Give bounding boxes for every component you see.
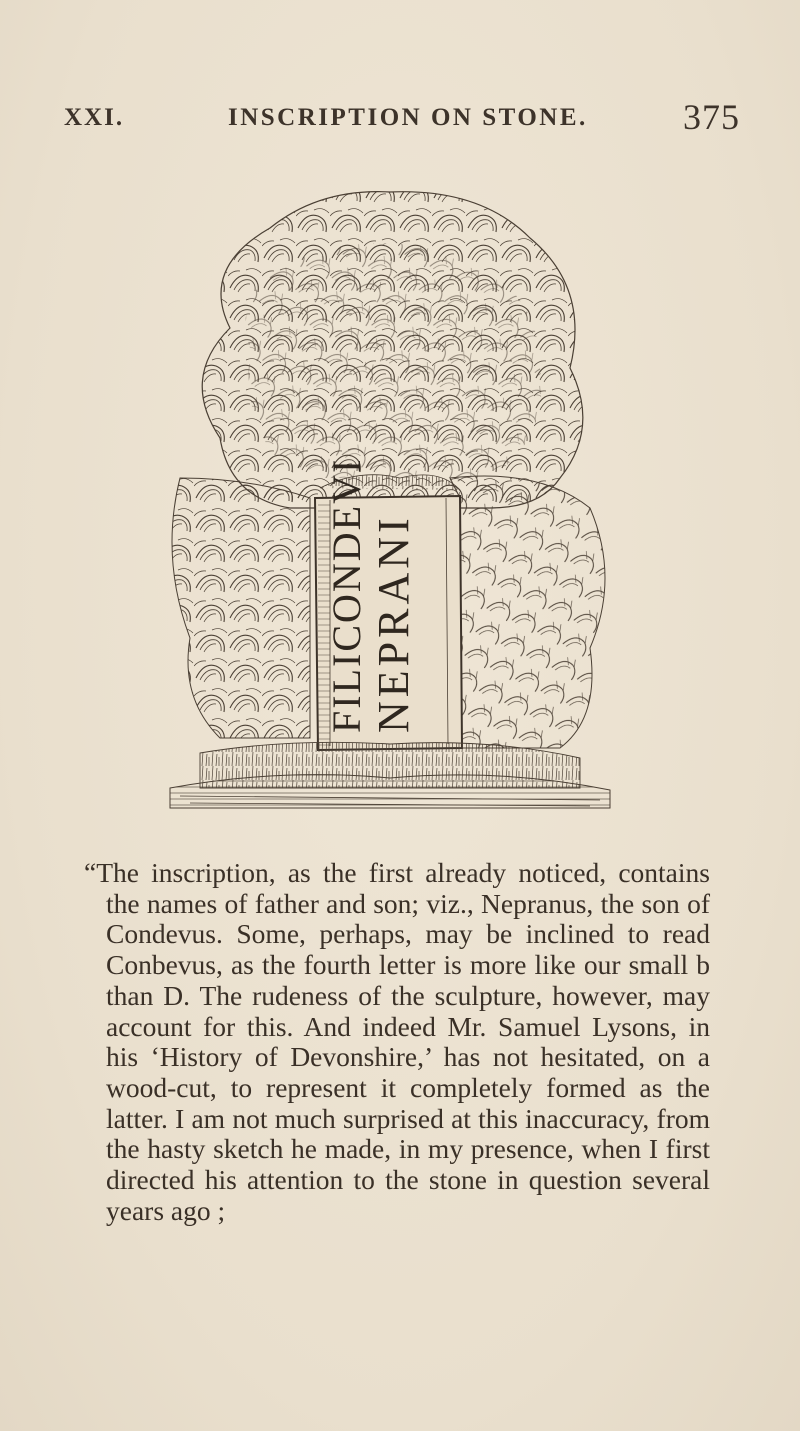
foliage-inner bbox=[246, 243, 542, 478]
running-head bbox=[64, 97, 740, 144]
inscription-line-1 bbox=[369, 514, 418, 733]
body-text bbox=[84, 857, 710, 1226]
grass-base bbox=[200, 742, 580, 788]
inscription-text-1: NEPRANI bbox=[369, 514, 418, 733]
foliage-left bbox=[172, 478, 310, 738]
body-paragraph: “The inscription, as the first already noticed, contains the names of father and son; viz., Nepranus, the son of Condevus. Some, perhaps, may be inclined to read Conbevus, as the fourth letter is more like our small b than D. The rudeness of the sculpture, however, may account for this. And indeed Mr. Samuel Lysons, in his ‘History of Devonshire,’ has not hesitated, on a wood-cut, to represent it completely formed as the latter. I am not much surprised at this inaccuracy, from the hasty sketch he made, in my presence, when I first directed his attention to the stone in question several years ago ; bbox=[84, 857, 710, 1226]
running-title: INSCRIPTION ON STONE. bbox=[228, 104, 588, 131]
chapter-number: XXI. bbox=[64, 104, 125, 131]
inscription-line-2 bbox=[324, 458, 369, 733]
foliage-right bbox=[450, 476, 605, 748]
stone-engraving bbox=[160, 178, 620, 838]
page-number: 375 bbox=[683, 97, 740, 137]
inscribed-stone-illustration bbox=[160, 178, 620, 838]
inscription-text-2: FILICONDEVI bbox=[324, 457, 369, 733]
